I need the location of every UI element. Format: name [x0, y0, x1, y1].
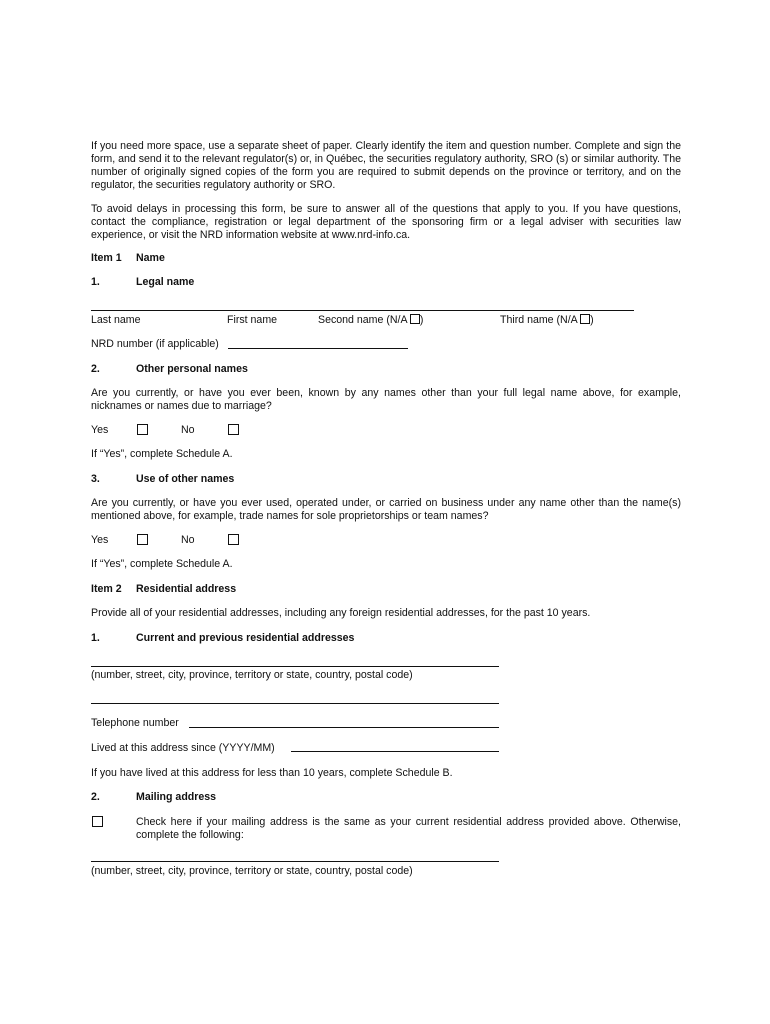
- lived-since-label: Lived at this address since (YYYY/MM): [91, 742, 275, 754]
- q2-yes-checkbox[interactable]: [137, 424, 148, 435]
- item2-q2-number: 2.: [91, 791, 100, 803]
- residential-address-field[interactable]: [91, 666, 499, 667]
- third-name-close-paren: ): [590, 314, 594, 326]
- use-of-other-names-question: Are you currently, or have you ever used, operated under, or carried on business under any name other than the name(s) mentioned above, for example, trade names for sole proprietorships or team names?: [91, 497, 681, 522]
- first-name-label: First name: [227, 314, 278, 326]
- second-name-close-paren: ): [419, 314, 424, 326]
- other-names-question: Are you currently, or have you ever been, known by any names other than your full legal name above, for example, nicknames or names due to marriage?: [91, 387, 681, 412]
- residential-addresses-heading: Current and previous residential addresses: [136, 632, 355, 644]
- second-name-na-checkbox[interactable]: [410, 314, 420, 324]
- q2-no-checkbox[interactable]: [228, 424, 239, 435]
- item2-q1-number: 1.: [91, 632, 100, 644]
- legal-name-heading: Legal name: [136, 276, 195, 288]
- second-name-label: [318, 314, 423, 327]
- q1-number: 1.: [91, 276, 100, 288]
- nrd-number-field[interactable]: [228, 348, 408, 349]
- q3-yes-label: Yes: [91, 534, 109, 546]
- q2-schedule-note: If “Yes”, complete Schedule A.: [91, 448, 233, 460]
- residential-address-field-2[interactable]: [91, 703, 499, 704]
- other-personal-names-heading: Other personal names: [136, 363, 248, 375]
- third-name-na-checkbox[interactable]: [580, 314, 590, 324]
- telephone-label: Telephone number: [91, 717, 179, 729]
- item2-label: Item 2: [91, 583, 122, 595]
- residential-address-caption: (number, street, city, province, territory or state, country, postal code): [91, 669, 413, 681]
- third-name-text: Third name (N/A: [500, 314, 578, 326]
- lived-since-field[interactable]: [291, 751, 499, 752]
- mailing-address-heading: Mailing address: [136, 791, 217, 803]
- mailing-same-text: Check here if your mailing address is the same as your current residential address provided above. Otherwise, complete the following:: [136, 816, 681, 841]
- q3-no-label: No: [181, 534, 195, 546]
- q2-no-label: No: [181, 424, 195, 436]
- q3-schedule-note: If “Yes”, complete Schedule A.: [91, 558, 233, 570]
- item2-title: Residential address: [136, 583, 237, 595]
- q3-no-checkbox[interactable]: [228, 534, 239, 545]
- intro-paragraph-2: To avoid delays in processing this form, be sure to answer all of the questions that apply to you. If you have questions, contact the compliance, registration or legal department of the sponsoring firm or a legal adviser with securities law experience, or visit the NRD information website at www.nrd-info.ca.: [91, 203, 681, 241]
- legal-name-field[interactable]: [91, 310, 634, 311]
- q3-yes-checkbox[interactable]: [137, 534, 148, 545]
- telephone-field[interactable]: [189, 727, 499, 728]
- residential-intro: Provide all of your residential addresses, including any foreign residential addresses, for the past 10 years.: [91, 607, 591, 619]
- use-of-other-names-heading: Use of other names: [136, 473, 235, 485]
- mailing-address-field[interactable]: [91, 861, 499, 862]
- last-name-label: Last name: [91, 314, 141, 326]
- nrd-number-label: NRD number (if applicable): [91, 338, 219, 350]
- third-name-label: [500, 314, 594, 327]
- mailing-address-caption: (number, street, city, province, territory or state, country, postal code): [91, 865, 413, 877]
- q2-yes-label: Yes: [91, 424, 109, 436]
- second-name-text: Second name (N/A: [318, 314, 407, 326]
- item1-title: Name: [136, 252, 165, 264]
- schedule-b-note: If you have lived at this address for less than 10 years, complete Schedule B.: [91, 767, 453, 779]
- q2-number: 2.: [91, 363, 100, 375]
- item1-label: Item 1: [91, 252, 122, 264]
- mailing-same-checkbox[interactable]: [92, 816, 103, 827]
- intro-paragraph-1: If you need more space, use a separate sheet of paper. Clearly identify the item and question number. Complete and sign the form, and send it to the relevant regulator(s) or, in Québec, the securities regulatory authority, SRO (s) or similar authority. The number of originally signed copies of the form you are required to submit depends on the province or territory, and on the regulator, the securities regulatory authority or SRO.: [91, 140, 681, 191]
- q3-number: 3.: [91, 473, 100, 485]
